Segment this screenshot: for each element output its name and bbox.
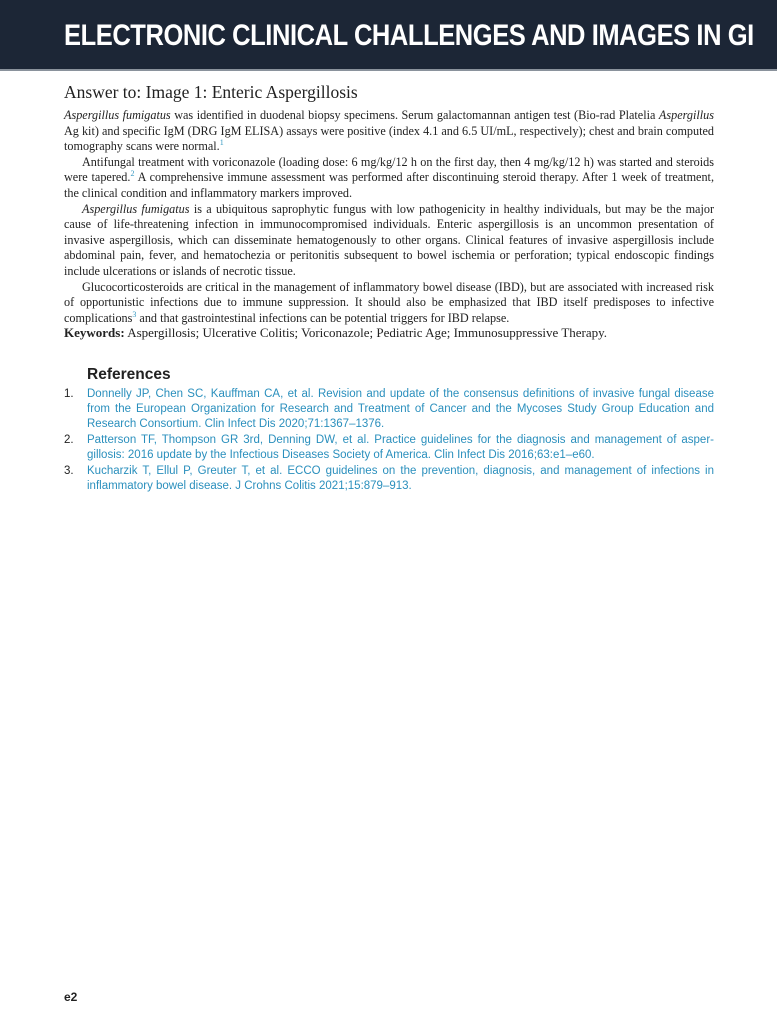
reference-number: 3.	[64, 465, 74, 477]
reference-link[interactable]: Patterson TF, Thompson GR 3rd, Denning DW, et al. Practice guidelines for the diagnosis and management of aspergillosis: 2016 update by the Infectious Diseases Society of America. Clin Infect Dis 2016;63:e1–e60.	[87, 434, 714, 461]
journal-section-title: ELECTRONIC CLINICAL CHALLENGES AND IMAGES IN GI	[64, 19, 754, 52]
citation-link-3[interactable]: 3	[132, 309, 137, 319]
reference-number: 2.	[64, 434, 74, 446]
species-name: Aspergillus fumigatus	[64, 108, 171, 122]
references-list	[64, 387, 714, 495]
page-number: e2	[64, 990, 78, 1004]
reference-item	[64, 433, 714, 463]
reference-link[interactable]: Kucharzik T, Ellul P, Greuter T, et al. ECCO guidelines on the prevention, diagnosis, and management of infections in inflammatory bowel disease. J Crohns Colitis 2021;15:879–913.	[87, 465, 714, 492]
reference-link[interactable]: Donnelly JP, Chen SC, Kauffman CA, et al. Revision and update of the consensus definitions of invasive fungal disease from the European Organization for Research and Treatment of Cancer and the Mycoses Study Group Education and Research Consortium. Clin Infect Dis 2020;71:1367–1376.	[87, 388, 714, 430]
paragraph-4: Glucocorticosteroids are critical in the management of inflammatory bowel disease (IBD), but are associated with increased risk of opportunistic infections due to immune suppression. It should also be emphasized that IBD itself predisposes to infective complications$^3$ and that gastrointestinal infections can be potential triggers for IBD relapse.	[64, 279, 714, 325]
species-name: Aspergillus fumigatus	[82, 201, 190, 216]
references-heading: References	[87, 366, 171, 383]
paragraph-2: Antifungal treatment with voriconazole (loading dose: 6 mg/kg/12 h on the first day, then 4 mg/kg/12 h) was started and steroids were tapered.$^2$ A comprehensive immune assessment was performed after discontinuing steroid therapy. After 1 week of treatment, the clinical condition and inflammatory markers improved.	[64, 154, 714, 200]
citation-link-1[interactable]: 1	[219, 138, 224, 148]
citation-link-2[interactable]: 2	[130, 169, 135, 179]
paragraph-3: Aspergillus fumigatus is a ubiquitous saprophytic fungus with low pathogenicity in healthy individuals, but may be the major cause of life-threatening infection in immunocompromised individuals. Enteric aspergillosis is an uncommon presentation of invasive aspergillosis, which can disseminate hematogenously to other organs. Clinical features of invasive aspergillosis include abdominal pain, fever, and hematochezia or peritonitis subsequent to bowel ischemia or perforation; typical endoscopic findings include ulcerations or islands of necrotic tissue.	[64, 201, 714, 278]
reference-number: 1.	[64, 388, 74, 400]
reference-item	[64, 464, 714, 494]
article-body	[64, 108, 714, 326]
paragraph-1: Aspergillus fumigatus was identified in duodenal biopsy specimens. Serum galactomannan antigen test (Bio-rad Platelia Aspergillus Ag kit) and specific IgM (DRG IgM ELISA) assays were positive (index 4.1 and 6.5 UI/mL, respectively); chest and brain computed tomography scans were normal.$^1$	[64, 108, 714, 154]
keywords-list: Aspergillosis; Ulcerative Colitis; Voriconazole; Pediatric Age; Immunosuppressive Therapy.	[124, 325, 608, 340]
reference-item	[64, 387, 714, 432]
journal-banner	[0, 0, 777, 71]
article-title: Answer to: Image 1: Enteric Aspergillosis	[64, 82, 358, 102]
keywords-label: Keywords:	[64, 325, 125, 340]
keywords	[64, 325, 714, 341]
